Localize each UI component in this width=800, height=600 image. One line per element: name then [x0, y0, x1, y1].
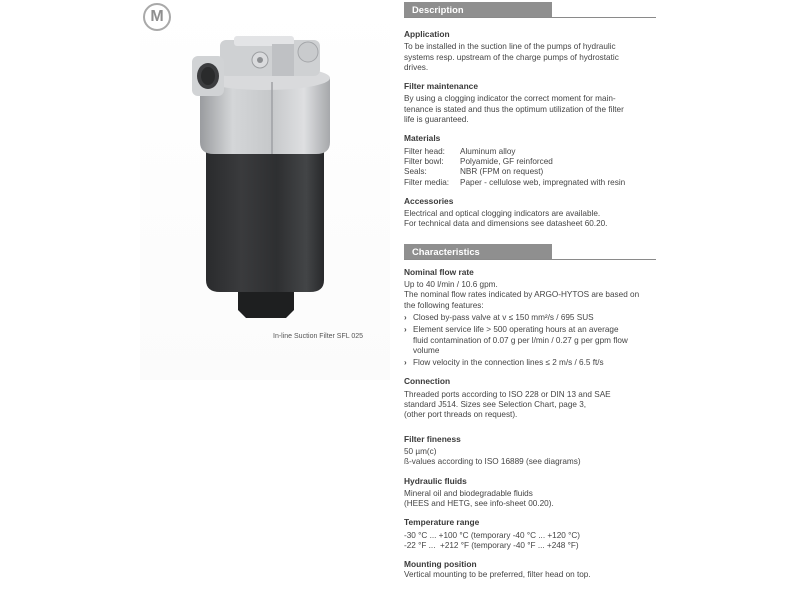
connection-heading: Connection	[404, 376, 451, 387]
section-title: Characteristics	[404, 244, 552, 259]
material-value: Polyamide, GF reinforced	[460, 156, 553, 166]
material-key: Filter media:	[404, 177, 450, 187]
section-bar-description	[404, 2, 656, 18]
material-row	[404, 157, 656, 167]
bullet-text: fluid contamination of 0.07 g per l/min / 0.27 g per gpm flow	[413, 335, 628, 345]
mounting-block	[404, 559, 656, 580]
text-line: The nominal flow rates indicated by ARGO-HYTOS are based on	[404, 290, 640, 300]
text-line: (other port threads on request).	[404, 410, 518, 420]
material-value: Aluminum alloy	[460, 146, 516, 156]
text-line: life is guaranteed.	[404, 115, 469, 125]
hydraulic-fluids-block	[404, 476, 656, 510]
text-line: (HEES and HETG, see info-sheet 00.20).	[404, 499, 554, 509]
fineness-heading: Filter fineness	[404, 433, 461, 444]
text-line: tenance is stated and thus the optimum utilization of the filter	[404, 104, 624, 114]
maintenance-heading: Filter maintenance	[404, 81, 479, 92]
material-row	[404, 147, 656, 157]
suction-filter-image	[190, 30, 340, 330]
text-line: -22 °F ... +212 °F (temporary -40 °F ... +248 °F)	[404, 540, 579, 550]
text-line: Vertical mounting to be preferred, filter head on top.	[404, 569, 591, 579]
bullet-item	[404, 313, 656, 323]
text-line: systems resp. upstream of the charge pumps of hydrostatic	[404, 52, 619, 62]
text-line: Mineral oil and biodegradable fluids	[404, 488, 533, 498]
materials-block	[404, 133, 656, 187]
bullet-text: Element service life > 500 operating hours at an average	[413, 325, 619, 335]
bullet-text: Flow velocity in the connection lines ≤ 2 m/s / 6.5 ft/s	[413, 358, 604, 368]
material-value: NBR (FPM on request)	[460, 167, 544, 177]
text-line: Threaded ports according to ISO 228 or DIN 13 and SAE	[404, 389, 611, 399]
text-line: ß-values according to ISO 16889 (see diagrams)	[404, 457, 581, 467]
image-caption: In-line Suction Filter SFL 025	[273, 333, 364, 340]
material-key: Filter bowl:	[404, 156, 444, 166]
materials-heading: Materials	[404, 133, 441, 144]
text-line: To be installed in the suction line of the pumps of hydraulic	[404, 42, 616, 52]
text-line: the following features:	[404, 300, 484, 310]
section-title: Description	[404, 2, 552, 17]
text-line: -30 °C ... +100 °C (temporary -40 °C ... +120 °C)	[404, 530, 581, 540]
material-value: Paper - cellulose web, impregnated with resin	[460, 177, 626, 187]
bullet-item	[404, 325, 656, 356]
bullet-item	[404, 358, 656, 368]
chevron-right-icon: ›	[404, 358, 407, 368]
chevron-right-icon: ›	[404, 325, 407, 335]
text-line: For technical data and dimensions see datasheet 60.20.	[404, 219, 608, 229]
maintenance-block	[404, 81, 656, 125]
chevron-right-icon: ›	[404, 312, 407, 322]
bullet-text: Closed by-pass valve at v ≤ 150 mm²/s / 695 SUS	[413, 312, 594, 322]
material-key: Seals:	[404, 167, 427, 177]
section-bar-characteristics	[404, 244, 656, 260]
badge-letter: M	[150, 8, 164, 25]
text-line: drives.	[404, 62, 429, 72]
text-line: Up to 40 l/min / 10.6 gpm.	[404, 280, 498, 290]
flow-rate-heading: Nominal flow rate	[404, 266, 474, 277]
temperature-block	[404, 517, 656, 551]
bullet-text: volume	[413, 345, 440, 355]
datasheet-text	[404, 0, 656, 588]
accessories-block	[404, 196, 656, 230]
accessories-heading: Accessories	[404, 195, 454, 206]
material-row	[404, 167, 656, 177]
application-block	[404, 29, 656, 73]
material-row	[404, 178, 656, 188]
text-line: standard J514. Sizes see Selection Chart, page 3,	[404, 400, 587, 410]
text-line: Electrical and optical clogging indicators are available.	[404, 209, 601, 219]
hydraulic-fluids-heading: Hydraulic fluids	[404, 475, 467, 486]
temperature-heading: Temperature range	[404, 517, 480, 528]
application-heading: Application	[404, 29, 450, 39]
flow-rate-block	[404, 267, 656, 369]
m-badge-icon	[143, 3, 171, 31]
text-line: By using a clogging indicator the correct moment for main-	[404, 94, 616, 104]
text-line: 50 µm(c)	[404, 446, 437, 456]
mounting-heading: Mounting position	[404, 559, 477, 570]
connection-block	[404, 376, 656, 420]
fineness-block	[404, 434, 656, 468]
material-key: Filter head:	[404, 146, 445, 156]
